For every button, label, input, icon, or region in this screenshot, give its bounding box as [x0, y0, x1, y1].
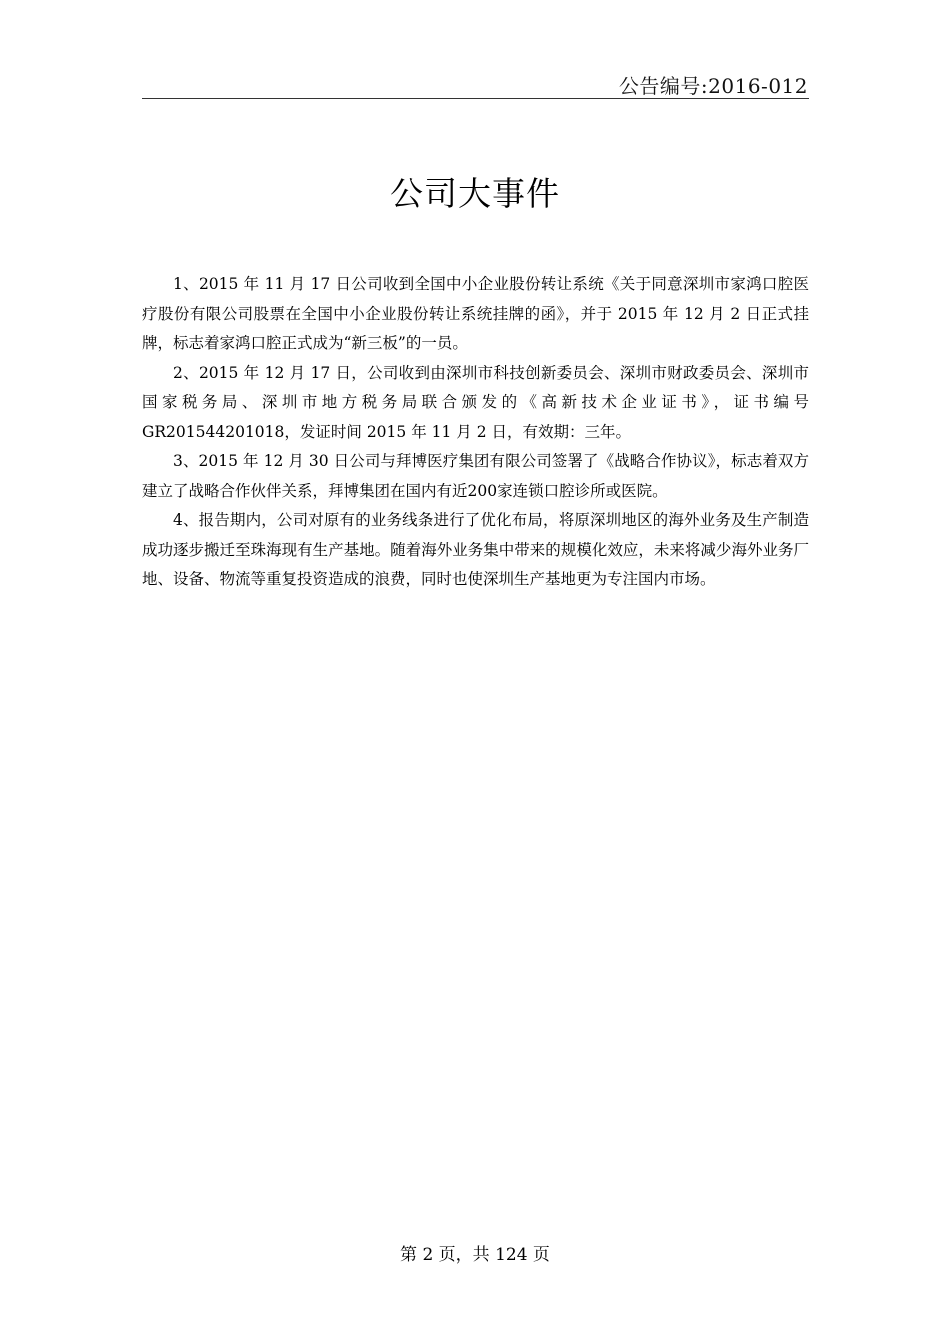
page-number: 第 2 页，共 124 页	[400, 1245, 550, 1265]
paragraph-4: 4、报告期内，公司对原有的业务线条进行了优化布局，将原深圳地区的海外业务及生产制造成功逐步搬迁至珠海现有生产基地。随着海外业务集中带来的规模化效应，未来将减少海外业务厂地、设备、物流等重复投资造成的浪费，同时也使深圳生产基地更为专注国内市场。	[142, 511, 809, 588]
header-divider	[142, 98, 809, 99]
paragraph-3: 3、2015 年 12 月 30 日公司与拜博医疗集团有限公司签署了《战略合作协议》，标志着双方建立了战略合作伙伴关系，拜博集团在国内有近200家连锁口腔诊所或医院。	[142, 452, 809, 500]
page-title: 公司大事件	[390, 174, 560, 213]
document-body	[142, 270, 809, 595]
paragraph-2: 2、2015 年 12 月 17 日，公司收到由深圳市科技创新委员会、深圳市财政委员会、深圳市国家税务局、深圳市地方税务局联合颁发的《高新技术企业证书》，证书编号 GR201544201018，发证时间 2015 年 11 月 2 日，有效期：三年。	[142, 363, 809, 441]
announcement-number: 公告编号:2016-012	[618, 74, 808, 98]
paragraph-1: 1、2015 年 11 月 17 日公司收到全国中小企业股份转让系统《关于同意深圳市家鸿口腔医疗股份有限公司股票在全国中小企业股份转让系统挂牌的函》，并于 2015 年 12 月 2 日正式挂牌，标志着家鸿口腔正式成为“新三板”的一员。	[142, 275, 809, 352]
